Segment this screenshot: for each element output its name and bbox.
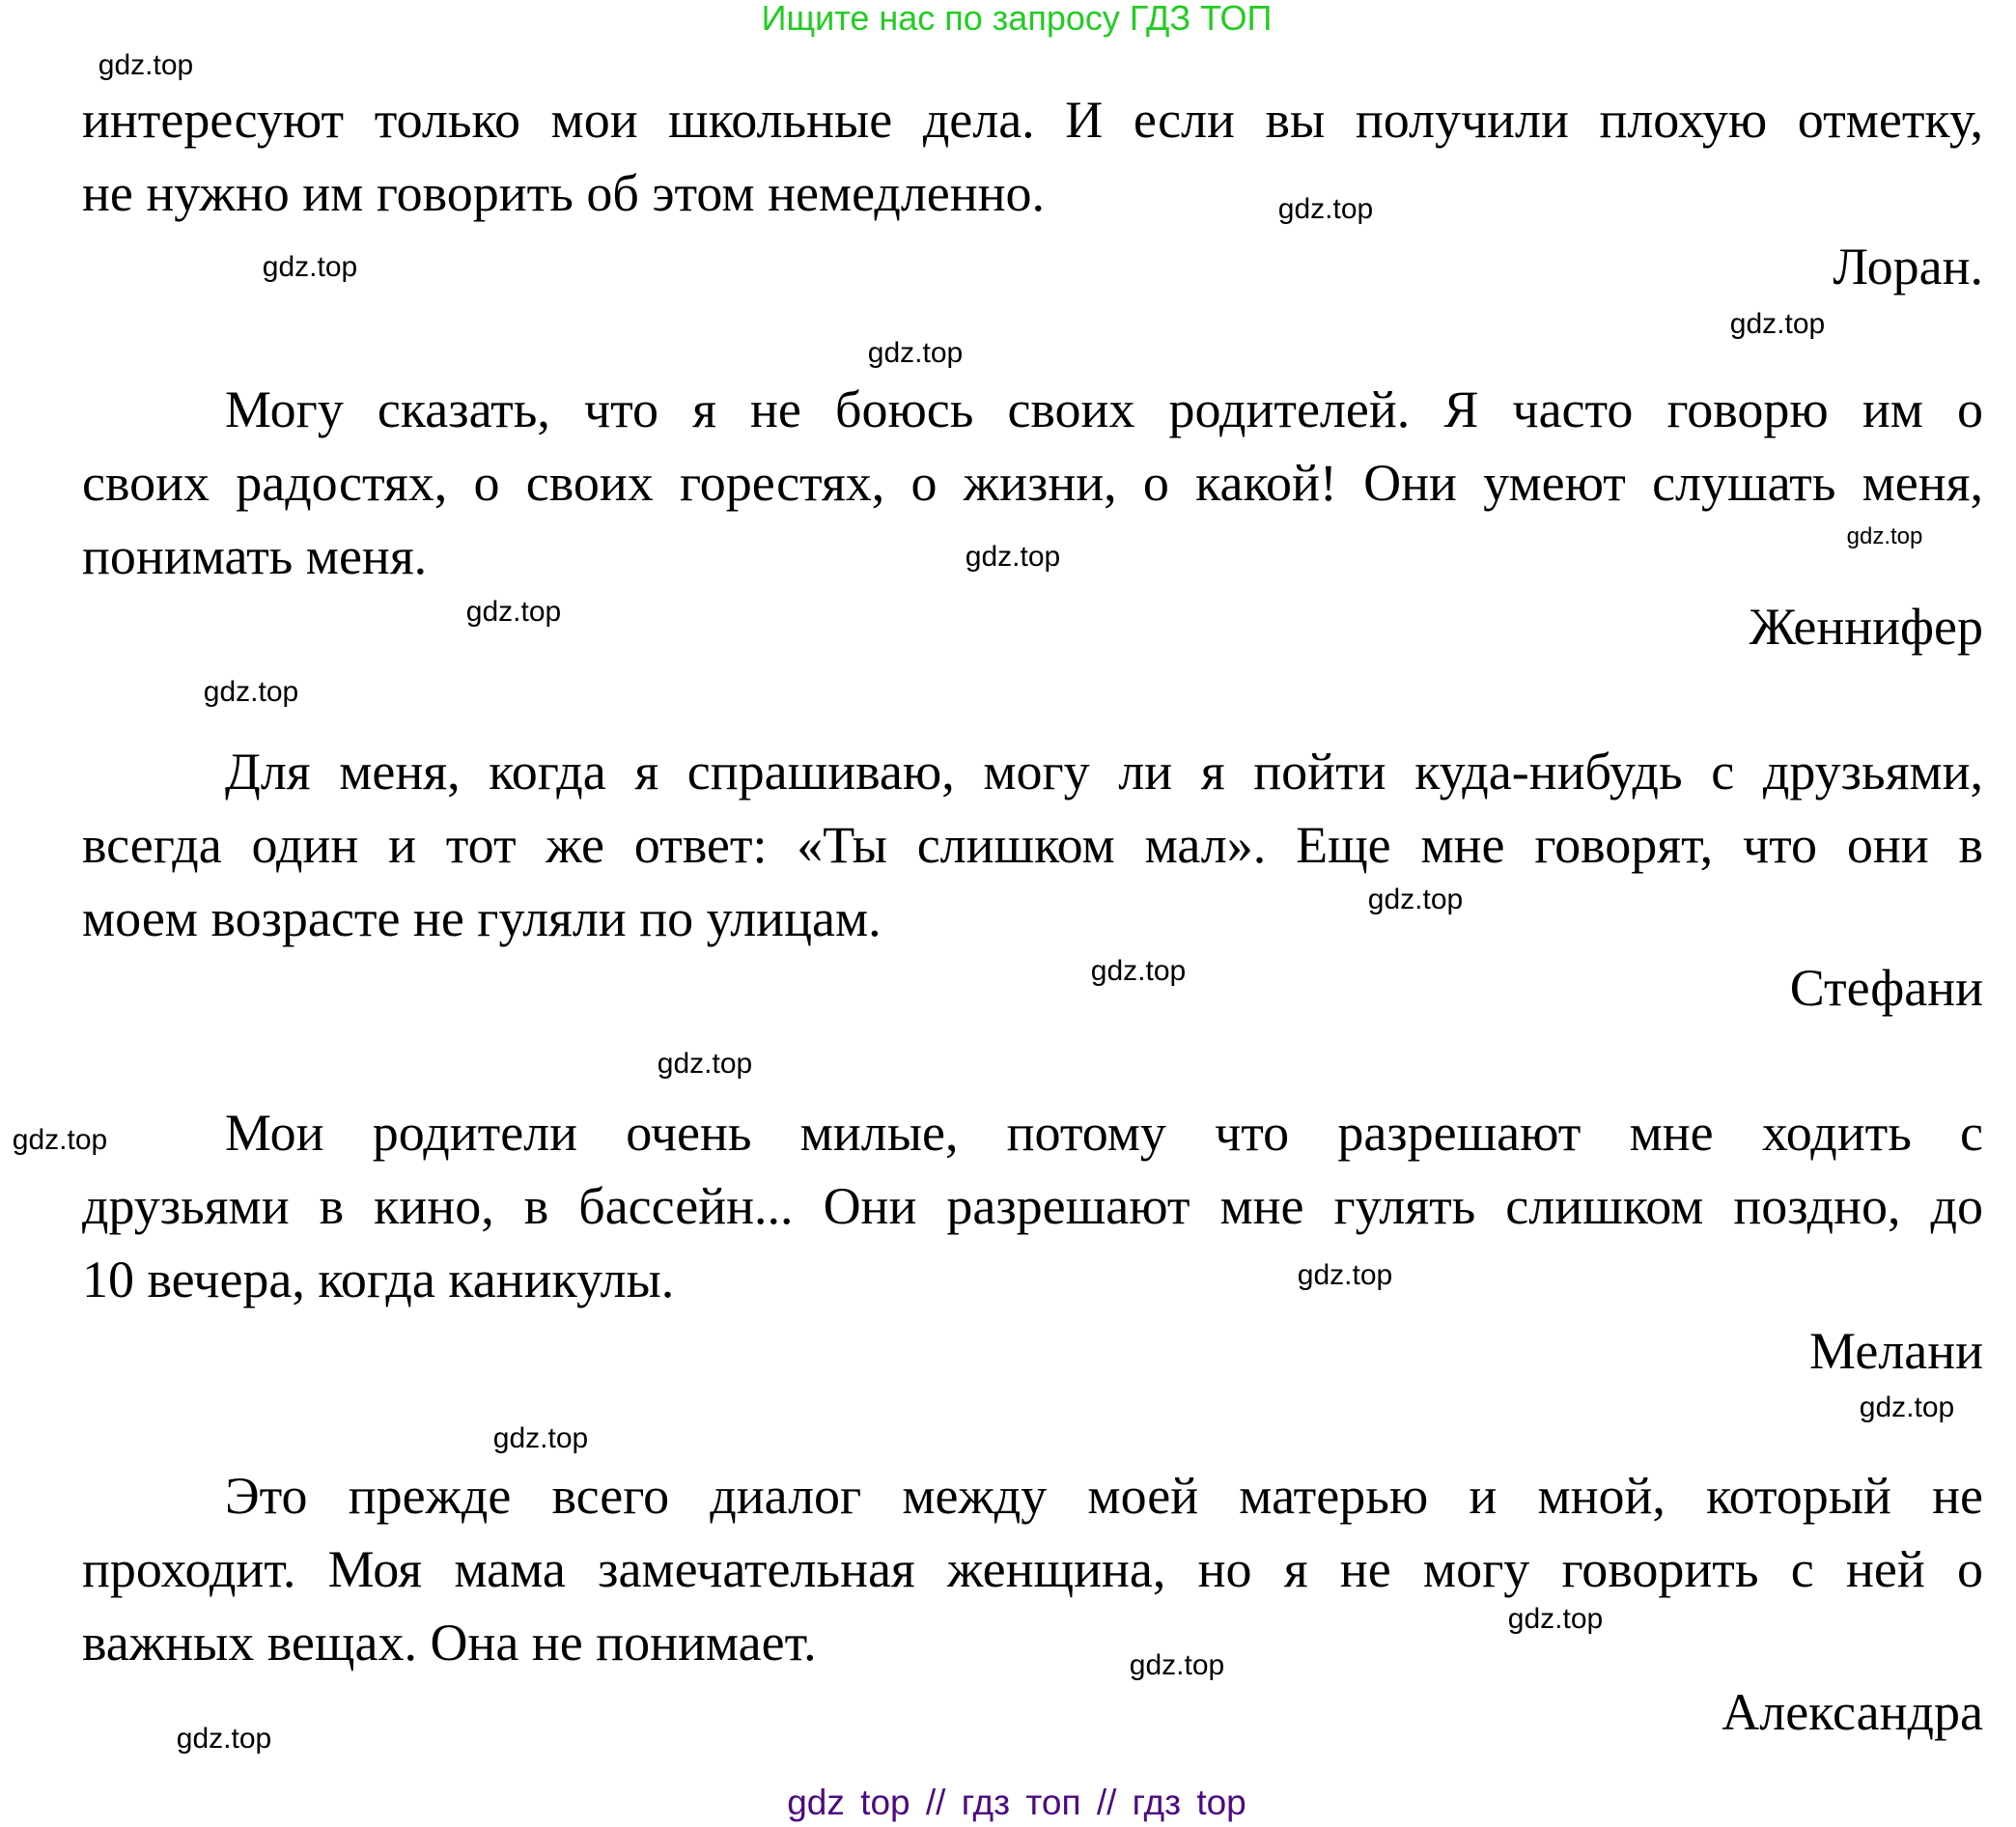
watermark: gdz.top: [1277, 193, 1374, 225]
text-line: моем возрасте не гуляли по улицам.: [82, 889, 882, 947]
author-name: Женнифер: [1749, 598, 1983, 656]
watermark: gdz.top: [1367, 884, 1464, 915]
paragraph-4: [82, 1096, 1983, 1316]
watermark: gdz.top: [12, 1124, 108, 1156]
watermark: gdz.top: [262, 251, 358, 283]
watermark: gdz.top: [98, 49, 194, 81]
watermark: gdz.top: [1297, 1259, 1393, 1291]
footer-banner: gdz top // гдз топ // гдз top: [787, 1783, 1246, 1822]
paragraph-3: [82, 735, 1983, 955]
watermark: gdz.top: [965, 541, 1061, 573]
text-line: не нужно им говорить об этом немедленно.: [82, 164, 1046, 222]
watermark: gdz.top: [1859, 1391, 1955, 1423]
text-line: всегда один и тот же ответ: «Ты слишком мал». Еще мне говорят, что они в: [82, 816, 1983, 874]
text-line: важных вещах. Она не понимает.: [82, 1614, 817, 1672]
text-line: Для меня, когда я спрашиваю, могу ли я пойти куда-нибудь с друзьями,: [225, 743, 1983, 801]
text-line: друзьями в кино, в бассейн... Они разрешают мне гулять слишком поздно, до: [82, 1177, 1983, 1235]
text-line: интересуют только мои школьные дела. И если вы получили плохую отметку,: [82, 91, 1983, 149]
text-line: Могу сказать, что я не боюсь своих родителей. Я часто говорю им о: [225, 380, 1983, 438]
watermark: gdz.top: [1846, 523, 1923, 549]
paragraph-5: [82, 1459, 1983, 1679]
text-line: своих радостях, о своих горестях, о жизни, о какой! Они умеют слушать меня,: [82, 454, 1983, 512]
text-line: 10 вечера, когда каникулы.: [82, 1251, 675, 1308]
author-name: Стефани: [1789, 959, 1983, 1017]
author-name: Александра: [1722, 1683, 1983, 1741]
watermark: gdz.top: [657, 1048, 753, 1080]
watermark: gdz.top: [465, 596, 562, 628]
header-banner: Ищите нас по запросу ГДЗ ТОП: [761, 0, 1273, 38]
watermark: gdz.top: [867, 337, 964, 369]
watermark: gdz.top: [1090, 955, 1187, 987]
text-line: понимать меня.: [82, 527, 428, 585]
text-line: проходит. Моя мама замечательная женщина, но я не могу говорить с ней о: [82, 1540, 1983, 1598]
paragraph-1: [82, 83, 1983, 230]
text-line: Это прежде всего диалог между моей матерью и мной, который не: [225, 1467, 1983, 1525]
watermark: gdz.top: [492, 1422, 589, 1454]
author-name: Лоран.: [1833, 238, 1983, 295]
text-line: Мои родители очень милые, потому что разрешают мне ходить с: [225, 1104, 1983, 1162]
watermark: gdz.top: [1129, 1649, 1225, 1681]
author-name: Мелани: [1809, 1322, 1983, 1380]
watermark: gdz.top: [1507, 1603, 1604, 1635]
watermark: gdz.top: [1729, 308, 1826, 340]
watermark: gdz.top: [176, 1723, 272, 1755]
watermark: gdz.top: [203, 676, 299, 708]
